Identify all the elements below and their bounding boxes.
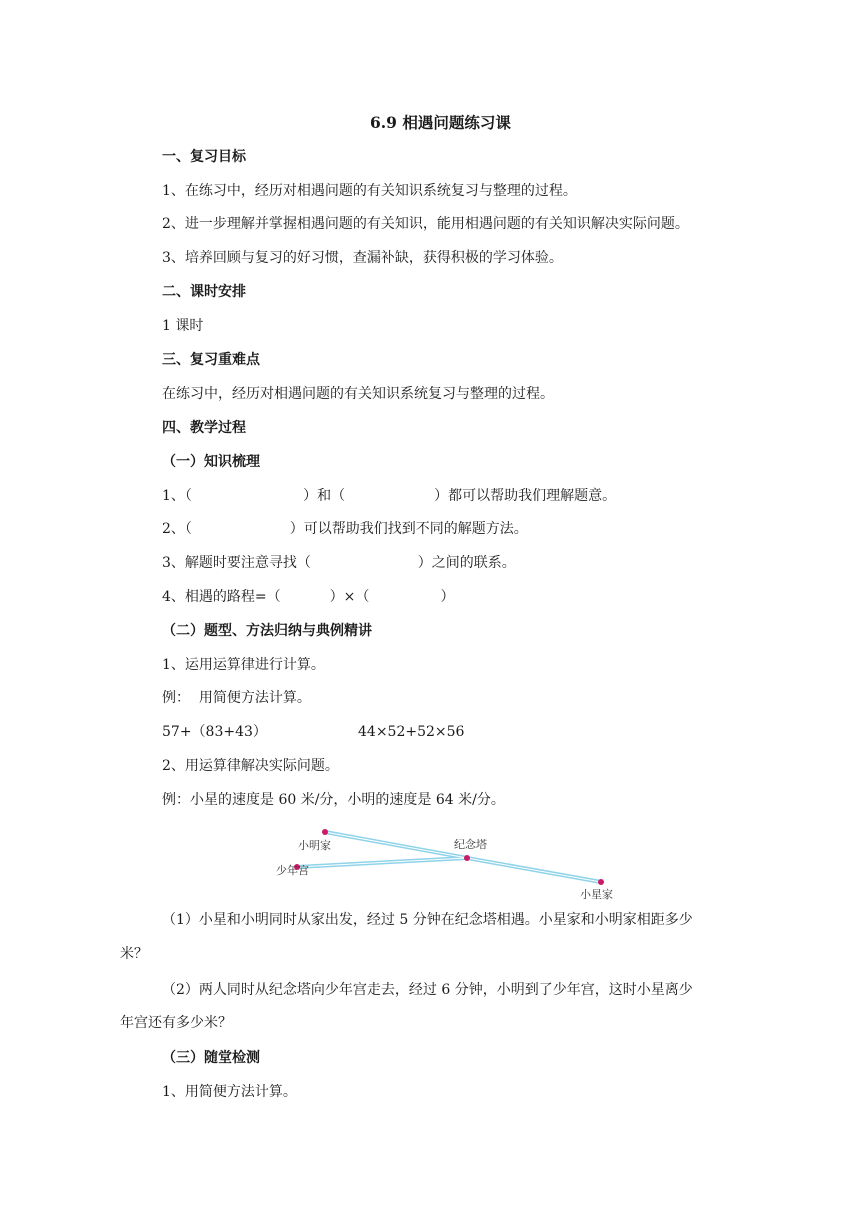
key-points-text: 在练习中，经历对相遇问题的有关知识系统复习与整理的过程。 <box>162 386 554 402</box>
fill-blank-item: 3、解题时要注意寻找（ ）之间的联系。 <box>162 555 516 571</box>
method-line: 2、用运算律解决实际问题。 <box>162 758 339 774</box>
example-line: 例：小星的速度是 60 米/分，小明的速度是 64 米/分。 <box>162 792 505 808</box>
calc-expression: 44×52+52×56 <box>358 724 465 740</box>
method-line: 1、运用运算律进行计算。 <box>162 657 325 673</box>
xiaoming-home-point <box>322 829 328 835</box>
goal-item: 1、在练习中，经历对相遇问题的有关知识系统复习与整理的过程。 <box>162 183 577 199</box>
section-heading-goals: 一、复习目标 <box>162 149 246 165</box>
question-1-line: 米？ <box>120 946 148 962</box>
monument-label: 纪念塔 <box>454 838 487 851</box>
fill-blank-item: 2、（ ）可以帮助我们找到不同的解题方法。 <box>162 521 528 537</box>
fill-blank-item: 4、相遇的路程=（ ）×（ ） <box>162 589 455 605</box>
subsection-heading-quiz: （三）随堂检测 <box>162 1050 260 1066</box>
example-line: 例： 用简便方法计算。 <box>162 690 311 706</box>
fill-blank-item: 1、（ ）和（ ）都可以帮助我们理解题意。 <box>162 488 617 504</box>
question-2-line: （2）两人同时从纪念塔向少年宫走去，经过 6 分钟，小明到了少年宫，这时小星离少 <box>162 982 693 998</box>
route-line-highlight <box>467 858 601 882</box>
xiaoming-home-label: 小明家 <box>298 839 331 852</box>
route-line-highlight <box>325 832 467 858</box>
route-diagram <box>272 822 622 906</box>
calc-expression: 57+（83+43） <box>162 724 267 740</box>
section-heading-key-points: 三、复习重难点 <box>162 352 260 368</box>
quiz-item: 1、用简便方法计算。 <box>162 1084 297 1100</box>
goal-item: 3、培养回顾与复习的好习惯，查漏补缺，获得积极的学习体验。 <box>162 250 563 266</box>
question-1-line: （1）小星和小明同时从家出发，经过 5 分钟在纪念塔相遇。小星家和小明家相距多少 <box>162 912 693 928</box>
subsection-heading-methods: （二）题型、方法归纳与典例精讲 <box>162 623 372 639</box>
section-heading-schedule: 二、课时安排 <box>162 284 246 300</box>
question-2-line: 年宫还有多少米？ <box>120 1015 232 1031</box>
schedule-text: 1 课时 <box>162 318 204 334</box>
xiaoxing-home-point <box>598 879 604 885</box>
section-heading-process: 四、教学过程 <box>162 420 246 436</box>
route-line-highlight <box>297 858 467 867</box>
goal-item: 2、进一步理解并掌握相遇问题的有关知识，能用相遇问题的有关知识解决实际问题。 <box>162 216 689 232</box>
xiaoxing-home-label: 小星家 <box>580 888 613 901</box>
monument-point <box>464 855 470 861</box>
subsection-heading-review: （一）知识梳理 <box>162 454 260 470</box>
youth-palace-label: 少年宫 <box>276 864 309 877</box>
page-title: 6.9 相遇问题练习课 <box>370 113 511 132</box>
